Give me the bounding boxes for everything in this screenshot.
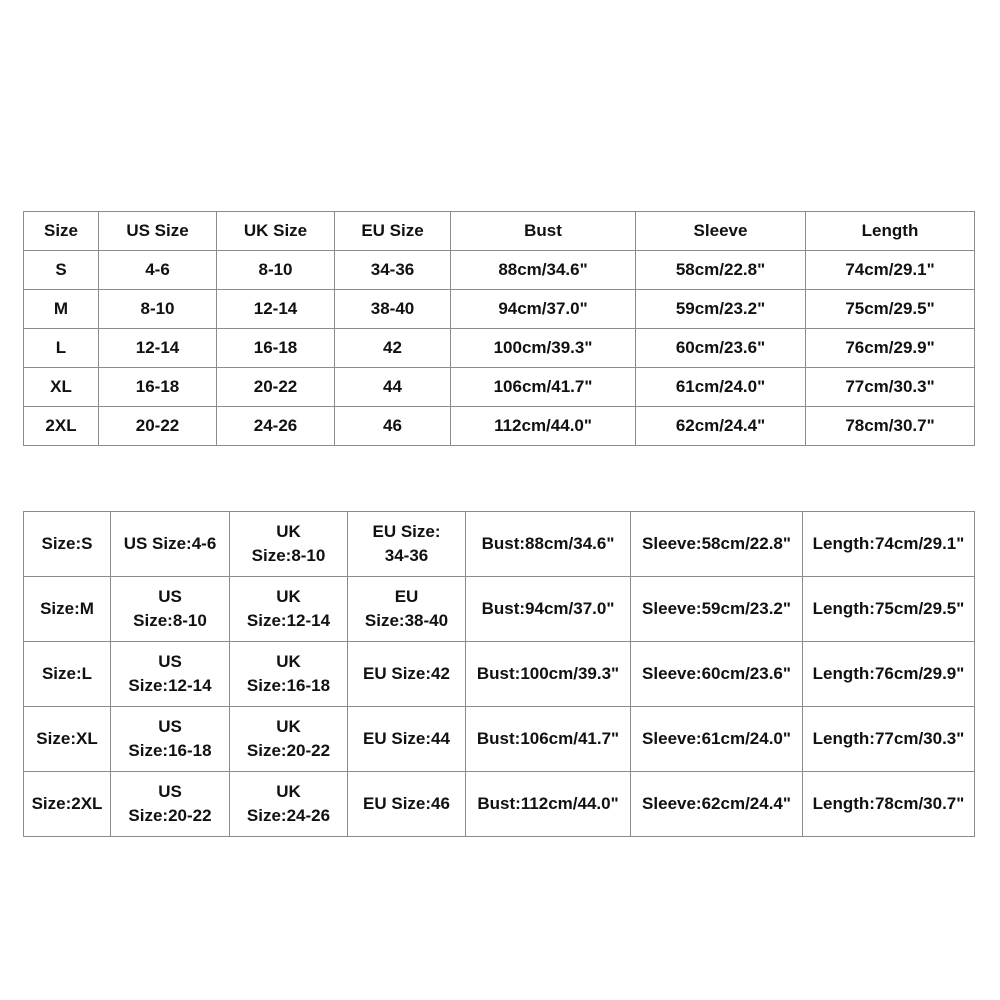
table-cell: EU Size:38-40 — [348, 577, 466, 642]
table-cell: Length:74cm/29.1" — [803, 512, 975, 577]
table-cell: 100cm/39.3" — [451, 329, 636, 368]
table-cell: EU Size:46 — [348, 772, 466, 837]
table-row — [24, 577, 975, 642]
table-row — [24, 772, 975, 837]
table-cell: 2XL — [24, 407, 99, 446]
table-cell: 34-36 — [335, 251, 451, 290]
header-cell: Sleeve — [636, 212, 806, 251]
table-row — [24, 707, 975, 772]
header-cell: Length — [806, 212, 975, 251]
table-cell: 61cm/24.0" — [636, 368, 806, 407]
table-cell: 38-40 — [335, 290, 451, 329]
table-cell: 74cm/29.1" — [806, 251, 975, 290]
table-cell: Size:S — [24, 512, 111, 577]
table-cell: Sleeve:59cm/23.2" — [631, 577, 803, 642]
table-cell: 8-10 — [99, 290, 217, 329]
table-cell: UK Size:20-22 — [230, 707, 348, 772]
header-cell: EU Size — [335, 212, 451, 251]
table-cell: Sleeve:60cm/23.6" — [631, 642, 803, 707]
table-cell: 42 — [335, 329, 451, 368]
table-cell: UK Size:24-26 — [230, 772, 348, 837]
table-cell: 76cm/29.9" — [806, 329, 975, 368]
header-cell: Bust — [451, 212, 636, 251]
table-cell: 77cm/30.3" — [806, 368, 975, 407]
table-cell: 94cm/37.0" — [451, 290, 636, 329]
table-cell: 20-22 — [99, 407, 217, 446]
table-cell: 8-10 — [217, 251, 335, 290]
table-cell: 112cm/44.0" — [451, 407, 636, 446]
table-cell: Size:L — [24, 642, 111, 707]
table-cell: Length:77cm/30.3" — [803, 707, 975, 772]
table-cell: 58cm/22.8" — [636, 251, 806, 290]
table-cell: UK Size:12-14 — [230, 577, 348, 642]
table-cell: US Size:8-10 — [111, 577, 230, 642]
table-cell: 4-6 — [99, 251, 217, 290]
table-cell: US Size:16-18 — [111, 707, 230, 772]
table-cell: 75cm/29.5" — [806, 290, 975, 329]
table-header-row — [24, 212, 975, 251]
table-row — [24, 512, 975, 577]
table-cell: US Size:12-14 — [111, 642, 230, 707]
table-cell: EU Size: 34-36 — [348, 512, 466, 577]
table-cell: Bust:112cm/44.0" — [466, 772, 631, 837]
table-cell: US Size:4-6 — [111, 512, 230, 577]
table-cell: Bust:94cm/37.0" — [466, 577, 631, 642]
size-chart-table-compact — [23, 211, 975, 446]
table-cell: S — [24, 251, 99, 290]
table-cell: Length:76cm/29.9" — [803, 642, 975, 707]
table-cell: 12-14 — [99, 329, 217, 368]
table-cell: 44 — [335, 368, 451, 407]
header-cell: Size — [24, 212, 99, 251]
table-cell: 78cm/30.7" — [806, 407, 975, 446]
table-cell: 59cm/23.2" — [636, 290, 806, 329]
table-row — [24, 407, 975, 446]
table-row — [24, 642, 975, 707]
size-chart-table-labeled — [23, 511, 975, 837]
table-cell: US Size:20-22 — [111, 772, 230, 837]
table-cell: UK Size:8-10 — [230, 512, 348, 577]
table-cell: Length:75cm/29.5" — [803, 577, 975, 642]
table-cell: 16-18 — [217, 329, 335, 368]
table-cell: 62cm/24.4" — [636, 407, 806, 446]
header-cell: US Size — [99, 212, 217, 251]
table-cell: Bust:100cm/39.3" — [466, 642, 631, 707]
table-cell: Size:2XL — [24, 772, 111, 837]
table-row — [24, 290, 975, 329]
table-cell: Size:M — [24, 577, 111, 642]
table-cell: 16-18 — [99, 368, 217, 407]
table-cell: Size:XL — [24, 707, 111, 772]
table-cell: Length:78cm/30.7" — [803, 772, 975, 837]
table-cell: 24-26 — [217, 407, 335, 446]
table-cell: UK Size:16-18 — [230, 642, 348, 707]
table-cell: XL — [24, 368, 99, 407]
table-cell: M — [24, 290, 99, 329]
table-cell: 88cm/34.6" — [451, 251, 636, 290]
table-row — [24, 251, 975, 290]
header-cell: UK Size — [217, 212, 335, 251]
table-cell: L — [24, 329, 99, 368]
table-row — [24, 329, 975, 368]
table-cell: Sleeve:58cm/22.8" — [631, 512, 803, 577]
table-cell: Sleeve:62cm/24.4" — [631, 772, 803, 837]
table-cell: 60cm/23.6" — [636, 329, 806, 368]
table-cell: Bust:88cm/34.6" — [466, 512, 631, 577]
table-cell: Sleeve:61cm/24.0" — [631, 707, 803, 772]
table-cell: 106cm/41.7" — [451, 368, 636, 407]
table-row — [24, 368, 975, 407]
table-cell: EU Size:44 — [348, 707, 466, 772]
table-cell: 20-22 — [217, 368, 335, 407]
table-cell: 46 — [335, 407, 451, 446]
table-cell: 12-14 — [217, 290, 335, 329]
table-cell: Bust:106cm/41.7" — [466, 707, 631, 772]
table-cell: EU Size:42 — [348, 642, 466, 707]
